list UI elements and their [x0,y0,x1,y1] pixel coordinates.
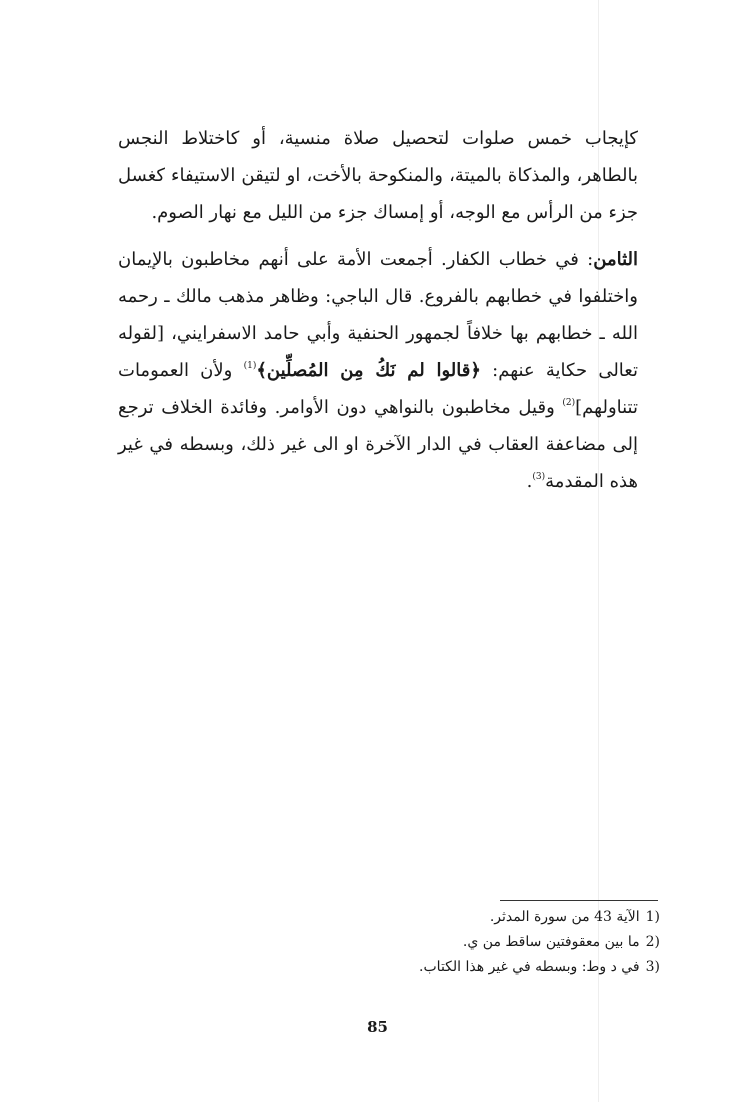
footnote-1 [400,905,660,930]
footnote-number: 1) [645,909,660,925]
footnote-number: 2) [645,934,660,950]
footnotes [400,905,660,980]
page-number: 85 [367,1018,388,1036]
text-run: . [526,471,533,492]
footnote-reference: (1) [243,361,257,371]
footnote-text: ما بين معقوفتين ساقط من ي. [462,934,640,950]
footnote-number: 3) [645,959,660,975]
footnote-separator [500,900,658,901]
paragraph-2 [118,241,638,500]
paragraph-1 [118,120,638,231]
footnote-reference: (3) [532,472,546,482]
text-run: وقيل مخاطبون بالنواهي دون الأوامر. وفائدة الخلاف ترجع إلى مضاعفة العقاب في الدار الآخرة او الى غير ذلك، وبسطه في غير هذه المقدمة [118,397,638,492]
footnote-text: الآية 43 من سورة المدثر. [489,909,640,925]
main-text [118,120,638,500]
footnote-text: في د وط: وبسطه في غير هذا الكتاب. [419,959,640,975]
bold-text: الثامن [593,249,638,270]
text-run: ولأن العمومات تتناولهم] [118,360,638,418]
footnote-2 [400,930,660,955]
bold-text: ﴿قالوا لم نَكُ مِن المُصلِّين﴾ [256,360,481,381]
footnote-reference: (2) [562,398,576,408]
text-run: كإيجاب خمس صلوات لتحصيل صلاة منسية، أو كاختلاط النجس بالطاهر، والمذكاة بالميتة، والمنكوحة بالأخت، او لتيقن الاستيفاء كغسل جزء من الرأس مع الوجه، أو إمساك جزء من الليل مع نهار الصوم. [118,128,638,223]
footnote-3 [400,955,660,980]
text-run: : في خطاب الكفار. أجمعت الأمة على أنهم مخاطبون بالإيمان واختلفوا في خطابهم بالفروع. قال الباجي: وظاهر مذهب مالك ـ رحمه الله ـ خطابهم بها خلافاً لجمهور الحنفية وأبي حامد الاسفرايني، [لقوله تعالى حكاية عنهم: [118,249,638,381]
